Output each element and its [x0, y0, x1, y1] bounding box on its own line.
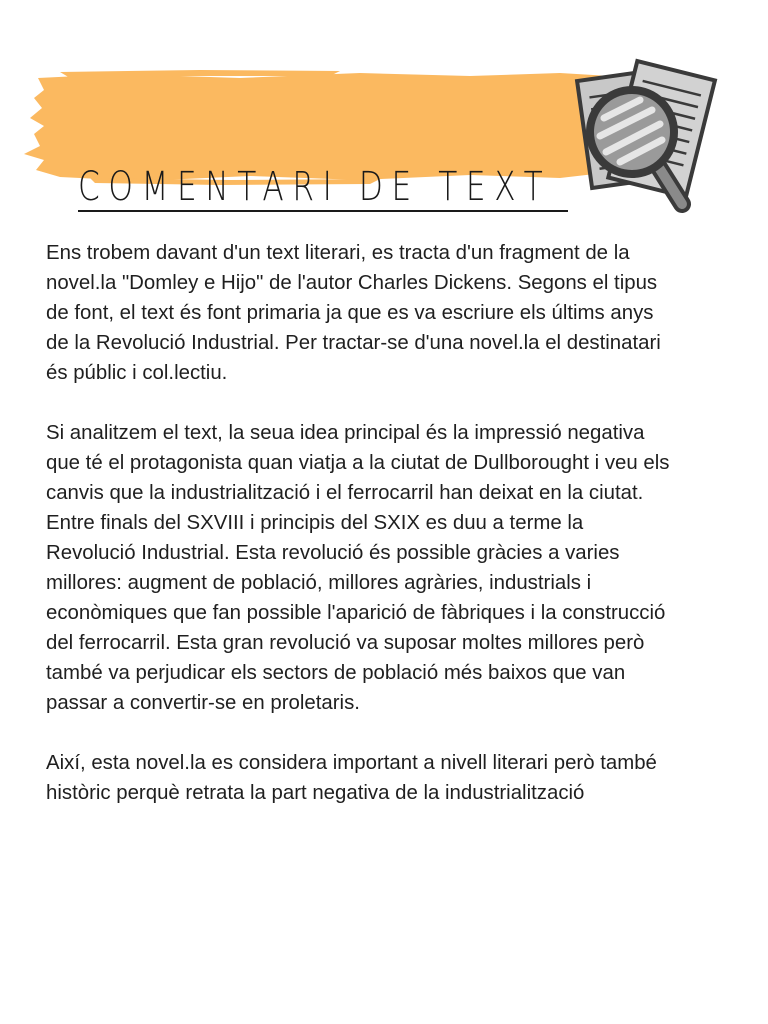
paragraph-conclusion: Així, esta novel.la es considera important a nivell literari però també històric perquè retrata la part negativa de la industrialització [46, 752, 657, 804]
paragraph-context: Entre finals del SXVIII i principis del SXIX es duu a terme la Revolució Industrial. Esta revolució és possible gràcies a varies millores: augment de població, millores agràries, industrials i econòmiques que fan possible l'aparició de fàbriques i la construcció del ferrocarril. Esta gran revolució va suposar moltes millores però també va perjudicar els sectors de població més baixos que van passar a convertir-se en proletaris. [46, 512, 666, 714]
paragraph-intro: Ens trobem davant d'un text literari, es tracta d'un fragment de la novel.la "Domley e Hijo" de l'autor Charles Dickens. Segons el tipus de font, el text és font primaria ja que es va escriure els últims anys de la Revolució Industrial. Per tractar-se d'una novel.la el destinatari és públic i col.lectiu. [46, 242, 661, 384]
comment-body [46, 238, 676, 808]
title-underline [78, 210, 568, 212]
magnifier-document-icon [570, 56, 720, 226]
paragraph-main-idea: Si analitzem el text, la seua idea principal és la impressió negativa que té el protagonista quan viatja a la ciutat de Dullborought i veu els canvis que la industrialització i el ferrocarril han deixat en la ciutat. [46, 422, 670, 504]
page-title: COMENTARI DE TEXT [78, 164, 552, 210]
